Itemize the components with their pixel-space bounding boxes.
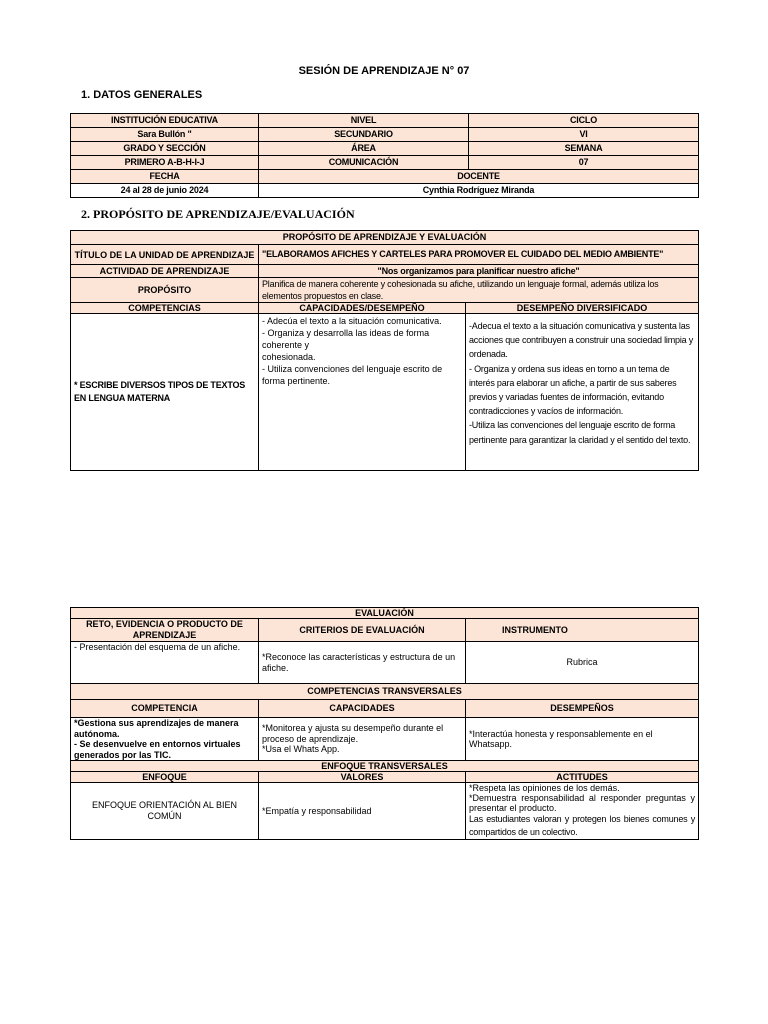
header-competencia: COMPETENCIA <box>71 700 259 718</box>
proposito-header: PROPÓSITO DE APRENDIZAJE Y EVALUACIÓN <box>71 231 699 245</box>
area-value: COMUNICACIÓN <box>259 156 469 170</box>
datos-generales-table <box>70 113 699 198</box>
competencia-value: * ESCRIBE DIVERSOS TIPOS DE TEXTOS EN LENGUA MATERNA <box>71 314 259 471</box>
header-area: ÁREA <box>259 142 469 156</box>
page-title: SESIÓN DE APRENDIZAJE N° 07 <box>298 65 470 77</box>
label-titulo-unidad: TÍTULO DE LA UNIDAD DE APRENDIZAJE <box>71 245 259 265</box>
header-desempeno: DESEMPEÑO DIVERSIFICADO <box>466 303 699 314</box>
proposito-table <box>70 230 699 471</box>
enfoque-value: ENFOQUE ORIENTACIÓN AL BIEN COMÚN <box>71 783 259 840</box>
grado-value: PRIMERO A-B-H-I-J <box>71 156 259 170</box>
competencias-transversales-header: COMPETENCIAS TRANSVERSALES <box>71 684 699 700</box>
label-proposito: PROPÓSITO <box>71 278 259 303</box>
header-docente: DOCENTE <box>259 170 699 184</box>
actitud-item: Las estudiantes valoran y protegen los bienes comunes y compartidos de un colectivo. <box>469 814 696 837</box>
valores-value: *Empatía y responsabilidad <box>259 783 466 840</box>
criterio-value: *Reconoce las características y estructura de un afiche. <box>259 642 466 684</box>
header-grado: GRADO Y SECCIÓN <box>71 142 259 156</box>
capacidad-item: - Utiliza convenciones del lenguaje escrito de forma pertinente. <box>262 364 443 386</box>
header-nivel: NIVEL <box>259 114 469 128</box>
evaluacion-table <box>70 607 699 840</box>
header-enfoque: ENFOQUE <box>71 772 259 783</box>
capacidad-item: - Organiza y desarrolla las ideas de forma coherente y <box>262 328 430 350</box>
capacidad-item: cohesionada. <box>262 352 316 362</box>
ct-desempeno-value: *Interactúa honesta y responsablemente en el Whatsapp. <box>466 718 699 761</box>
ct-capacidades <box>259 718 466 761</box>
desempeno-item: - Organiza y ordena sus ideas en torno a un tema de interés para elaborar un afiche, a partir de sus saberes previos y variadas fuentes de información, evitando contradicciones y vacíos de información. <box>469 363 677 417</box>
header-reto: RETO, EVIDENCIA O PRODUCTO DE APRENDIZAJE <box>71 619 259 642</box>
actitudes-list <box>466 783 699 840</box>
actividad-value: "Nos organizamos para planificar nuestro afiche" <box>259 265 699 278</box>
fecha-value: 24 al 28 de junio 2024 <box>71 184 259 198</box>
header-competencias: COMPETENCIAS <box>71 303 259 314</box>
titulo-unidad-value: "ELABORAMOS AFICHES Y CARTELES PARA PROMOVER EL CUIDADO DEL MEDIO AMBIENTE" <box>259 245 699 265</box>
ct-competencias <box>71 718 259 761</box>
section-proposito: 2. PROPÓSITO DE APRENDIZAJE/EVALUACIÓN <box>81 207 355 221</box>
header-criterios: CRITERIOS DE EVALUACIÓN <box>259 619 466 642</box>
ciclo-value: VI <box>469 128 699 142</box>
header-valores: VALORES <box>259 772 466 783</box>
ct-capacidad-item: *Monitorea y ajusta su desempeño durante el proceso de aprendizaje. <box>262 723 444 744</box>
semana-value: 07 <box>469 156 699 170</box>
ct-competencia-item: - Se desenvuelve en entornos virtuales generados por las TIC. <box>74 739 241 760</box>
actitud-item: *Respeta las opiniones de los demás. <box>469 783 620 793</box>
label-actividad: ACTIVIDAD DE APRENDIZAJE <box>71 265 259 278</box>
desempenos-list <box>466 314 699 471</box>
actitud-item: *Demuestra responsabilidad al responder preguntas y presentar el producto. <box>469 793 696 813</box>
capacidad-item: - Adecúa el texto a la situación comunicativa. <box>262 316 442 326</box>
instrumento-value: Rubrica <box>466 642 699 684</box>
header-instrumento: INSTRUMENTO <box>466 619 699 642</box>
desempeno-item: -Adecua el texto a la situación comunicativa y sustenta las acciones que contribuyen a construir una sociedad limpia y ordenada. <box>469 321 694 360</box>
header-ciclo: CICLO <box>469 114 699 128</box>
header-actitudes: ACTITUDES <box>466 772 699 783</box>
nivel-value: SECUNDARIO <box>259 128 469 142</box>
desempeno-item: -Utiliza las convenciones del lenguaje escrito de forma pertinente para garantizar la claridad y el sentido del texto. <box>469 420 691 445</box>
reto-value: - Presentación del esquema de un afiche. <box>71 642 259 684</box>
proposito-value: Planifica de manera coherente y cohesionada su afiche, utilizando un lenguaje formal, además utiliza los elementos propuestos en clase. <box>259 278 699 303</box>
header-semana: SEMANA <box>469 142 699 156</box>
section-datos-generales: 1. DATOS GENERALES <box>81 89 203 101</box>
header-fecha: FECHA <box>71 170 259 184</box>
header-desempenos: DESEMPEÑOS <box>466 700 699 718</box>
enfoque-transversales-header: ENFOQUE TRANSVERSALES <box>71 761 699 772</box>
docente-value: Cynthia Rodríguez Miranda <box>259 184 699 198</box>
evaluacion-header: EVALUACIÓN <box>71 608 699 619</box>
header-capacidades: CAPACIDADES/DESEMPEÑO <box>259 303 466 314</box>
header-ct-capacidades: CAPACIDADES <box>259 700 466 718</box>
capacidades-list <box>259 314 466 471</box>
ct-competencia-item: *Gestiona sus aprendizajes de manera autónoma. <box>74 718 239 739</box>
header-institucion: INSTITUCIÓN EDUCATIVA <box>71 114 259 128</box>
ct-capacidad-item: *Usa el Whats App. <box>262 744 340 755</box>
institucion-value: Sara Bullón " <box>71 128 259 142</box>
